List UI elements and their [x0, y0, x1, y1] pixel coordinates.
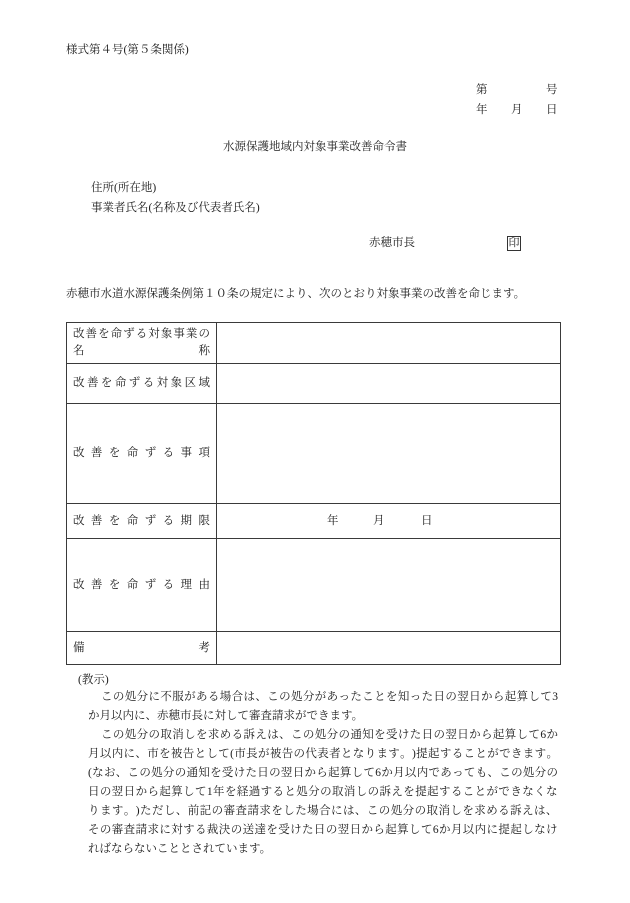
form-number: 様式第４号(第５条関係) [66, 44, 189, 56]
notice-line: こ の 処 分 に 不 服 が あ る 場 合 は 、 こ の 処 分 が あ っ た こ と を 知 っ た 日 の 翌 日 か ら 起 算 し て 3 [101, 691, 558, 703]
date-day-label: 日 [546, 104, 558, 116]
notice-line: 日 の 翌 日 か ら 起 算 し て 1 年 を 経 過 す る と 処 分 の 取 消 し の 訴 え を 提 起 す る こ と が で き な く な [88, 786, 558, 798]
row-label [67, 404, 217, 503]
intro-text: 赤穂市水道水源保護条例第１０条の規定により、次のとおり対象事業の改善を命じます。 [66, 288, 526, 300]
improvement-items-cell [217, 404, 560, 503]
document-title: 水源保護地域内対象事業改善命令書 [223, 141, 407, 153]
target-area-cell [217, 364, 560, 403]
target-business-name-cell [217, 323, 560, 363]
seal-mark: 印 [508, 237, 520, 249]
row-label-text: 備 考 [73, 641, 210, 654]
notice-line: り ま す 。 ) た だ し 、 前 記 の 審 査 請 求 を し た 場 合 に は 、 こ の 処 分 の 取 消 し を 求 め る 訴 え は 、 [88, 805, 558, 817]
doc-number-prefix: 第 [476, 84, 488, 96]
row-label-line: 改 善 を 命 ず る 対 象 事 業 の [73, 328, 210, 340]
notice-line: 月 以 内 に 、 市 を 被 告 と し て ( 市 長 が 被 告 の 代 表 者 と な り ま す 。 ) 提 起 す る こ と が で き ま す 。 [88, 748, 558, 760]
order-table [66, 322, 561, 665]
reason-cell [217, 539, 560, 631]
notice-heading: (教示) [78, 674, 109, 686]
row-label [67, 364, 217, 403]
row-label [67, 632, 217, 664]
date-year-label: 年 [476, 104, 488, 116]
doc-number-suffix: 号 [546, 84, 558, 96]
table-row [67, 364, 560, 404]
address-label: 住所(所在地) [91, 182, 157, 194]
table-row [67, 539, 560, 632]
business-name-label: 事業者氏名(名称及び代表者氏名) [91, 202, 260, 214]
row-label-text: 改 善 を 命 ず る 事 項 [73, 447, 210, 459]
row-label-text: 改 善 を 命 ず る 期 限 [73, 514, 210, 527]
notice-line: ればならないこととされています。 [88, 843, 272, 855]
notice-line: か月以内に、赤穂市長に対して審査請求ができます。 [88, 710, 364, 722]
deadline-year-label: 年 [327, 515, 339, 527]
row-label-line: 名 称 [73, 345, 210, 357]
deadline-cell [217, 504, 560, 538]
remarks-cell [217, 632, 560, 664]
table-row [67, 404, 560, 504]
notice-line: ( な お 、 こ の 処 分 の 通 知 を 受 け た 日 の 翌 日 か ら 起 算 し て 6 か 月 以 内 で あ っ て も 、 こ の 処 分 の [88, 767, 558, 779]
table-row [67, 323, 560, 364]
notice-line: そ の 審 査 請 求 に 対 す る 裁 決 の 送 達 を 受 け た 日 の 翌 日 か ら 起 算 し て 6 か 月 以 内 に 提 起 し な け [88, 824, 558, 836]
row-label-text: 改 善 を 命 ず る 対 象 区 域 [73, 377, 210, 389]
notice-line: こ の 処 分 の 取 消 し を 求 め る 訴 え は 、 こ の 処 分 の 通 知 を 受 け た 日 の 翌 日 か ら 起 算 し て 6 か [101, 729, 558, 741]
date-month-label: 月 [511, 104, 523, 116]
deadline-day-label: 日 [421, 515, 433, 527]
deadline-month-label: 月 [373, 515, 385, 527]
row-label-text: 改 善 を 命 ず る 理 由 [73, 578, 210, 591]
table-row [67, 632, 560, 664]
row-label [67, 323, 217, 363]
row-label [67, 539, 217, 631]
issuer-name: 赤穂市長 [369, 237, 415, 249]
row-label [67, 504, 217, 538]
notice-body [88, 688, 558, 859]
table-row [67, 504, 560, 539]
